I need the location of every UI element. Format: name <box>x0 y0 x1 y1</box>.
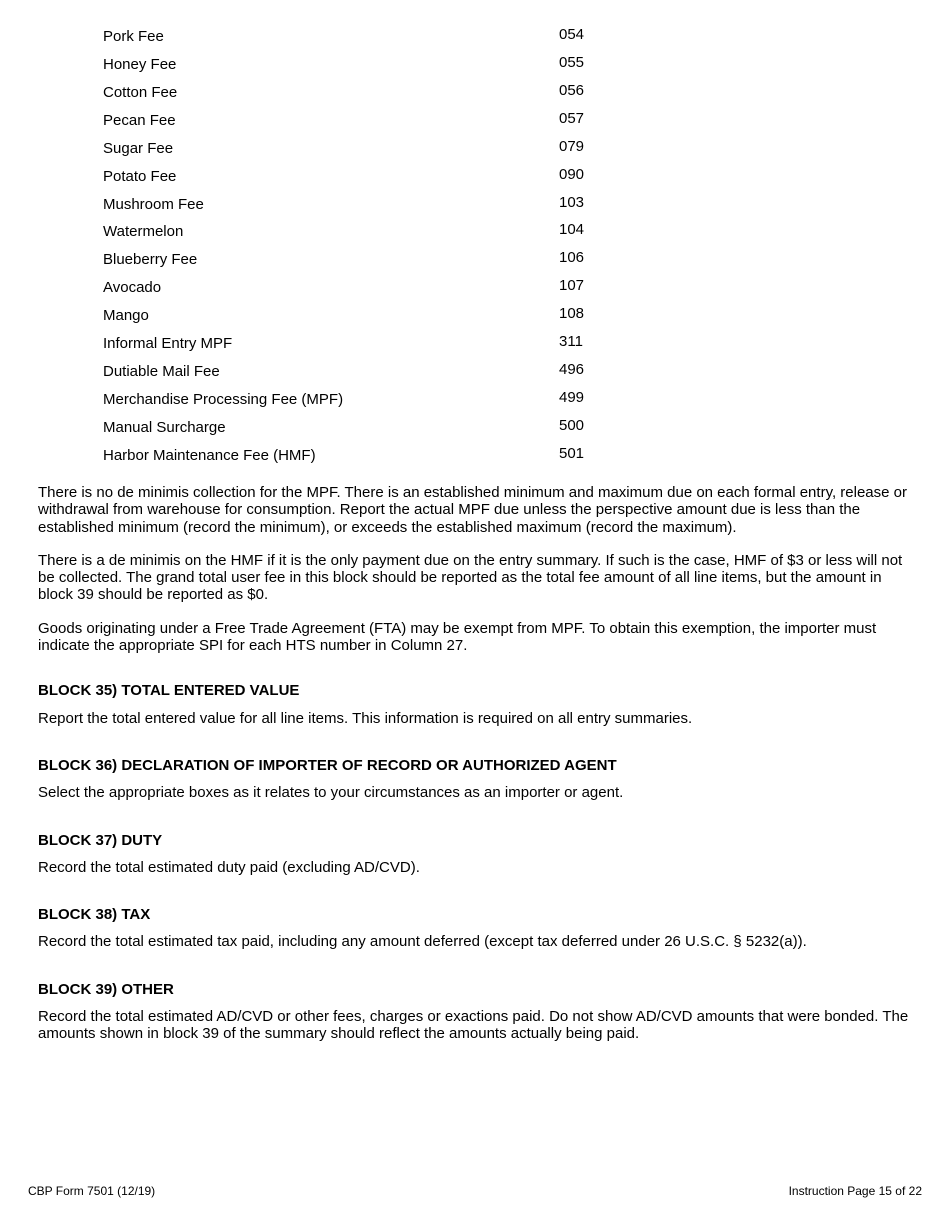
fee-name: Potato Fee <box>103 167 177 185</box>
block-38-heading: BLOCK 38) TAX <box>38 906 151 924</box>
fee-code: 056 <box>559 81 585 99</box>
block-37-body: Record the total estimated duty paid (excluding AD/CVD). <box>38 858 420 876</box>
fee-code: 054 <box>559 26 585 43</box>
fee-row <box>103 385 623 413</box>
fee-code: 055 <box>559 53 585 71</box>
fee-row <box>103 273 623 301</box>
fee-code: 500 <box>559 416 585 434</box>
block-35-heading: BLOCK 35) TOTAL ENTERED VALUE <box>38 682 300 700</box>
fee-row <box>103 301 623 329</box>
fee-code: 499 <box>559 388 585 406</box>
fee-code-table <box>103 22 623 469</box>
fee-code: 057 <box>559 109 585 127</box>
footer-form-id: CBP Form 7501 (12/19) <box>28 1184 156 1198</box>
fee-row <box>103 78 623 106</box>
fee-row <box>103 22 623 50</box>
fee-name: Harbor Maintenance Fee (HMF) <box>103 446 316 464</box>
fee-row <box>103 245 623 273</box>
fee-name: Dutiable Mail Fee <box>103 363 220 381</box>
fee-row <box>103 217 623 245</box>
fee-name: Merchandise Processing Fee (MPF) <box>103 390 344 408</box>
fta-paragraph: Goods originating under a Free Trade Agreement (FTA) may be exempt from MPF. To obtain this exemption, the importer must indicate the appropriate SPI for each HTS number in Column 27. <box>38 619 877 655</box>
fee-code: 106 <box>559 249 585 267</box>
fee-name: Informal Entry MPF <box>103 335 233 353</box>
fee-row <box>103 50 623 78</box>
block-39-body: Record the total estimated AD/CVD or other fees, charges or exactions paid. Do not show AD/CVD amounts that were bonded. The amounts shown in block 39 of the summary should reflect the amounts actually being paid. <box>38 1008 909 1043</box>
fee-name: Honey Fee <box>103 55 177 73</box>
fee-code: 103 <box>559 193 585 211</box>
fee-code: 079 <box>559 137 585 155</box>
fee-name: Avocado <box>103 279 162 297</box>
fee-code: 104 <box>559 221 585 239</box>
fee-row <box>103 357 623 385</box>
fee-name: Mushroom Fee <box>103 195 204 213</box>
fee-name: Sugar Fee <box>103 139 174 157</box>
footer-page-number: Instruction Page 15 of 22 <box>788 1184 922 1198</box>
fee-code: 108 <box>559 305 585 323</box>
hmf-minimis-paragraph: There is a de minimis on the HMF if it is the only payment due on the entry summary. If such is the case, HMF of $3 or less will not be collected. The grand total user fee in this block should be reported as the total fee amount of all line items, but the amount in block 39 should be reported as $0. <box>38 551 903 604</box>
fee-code: 496 <box>559 361 585 379</box>
instruction-body <box>38 484 918 1043</box>
fee-code: 107 <box>559 277 585 295</box>
fee-row <box>103 106 623 134</box>
block-39-heading: BLOCK 39) OTHER <box>38 980 174 998</box>
fee-name: Pecan Fee <box>103 111 176 129</box>
fee-row <box>103 190 623 218</box>
fee-name: Watermelon <box>103 223 184 241</box>
block-37-heading: BLOCK 37) DUTY <box>38 831 163 849</box>
fee-name: Cotton Fee <box>103 83 178 101</box>
block-38-body: Record the total estimated tax paid, including any amount deferred (except tax deferred under 26 U.S.C. § 5232(a)). <box>38 933 807 951</box>
fee-row <box>103 162 623 190</box>
block-36-heading: BLOCK 36) DECLARATION OF IMPORTER OF RECORD OR AUTHORIZED AGENT <box>38 756 617 774</box>
mpf-minimis-paragraph: There is no de minimis collection for the MPF. There is an established minimum and maximum due on each formal entry, release or withdrawal from warehouse for consumption. Report the actual MPF due unless the perspective amount due is less than the established minimum (record the minimum), or exceeds the established maximum (record the maximum). <box>38 484 907 536</box>
fee-name: Blueberry Fee <box>103 251 198 269</box>
fee-code: 090 <box>559 165 585 183</box>
fee-name: Manual Surcharge <box>103 418 226 436</box>
fee-name: Pork Fee <box>103 28 164 45</box>
fee-name: Mango <box>103 307 149 325</box>
block-36-body: Select the appropriate boxes as it relates to your circumstances as an importer or agent. <box>38 784 624 802</box>
fee-row <box>103 441 623 469</box>
fee-code: 501 <box>559 444 585 462</box>
fee-row <box>103 413 623 441</box>
fee-row <box>103 134 623 162</box>
fee-code: 311 <box>559 333 583 351</box>
fee-row <box>103 329 623 357</box>
block-35-body: Report the total entered value for all line items. This information is required on all entry summaries. <box>38 709 693 727</box>
